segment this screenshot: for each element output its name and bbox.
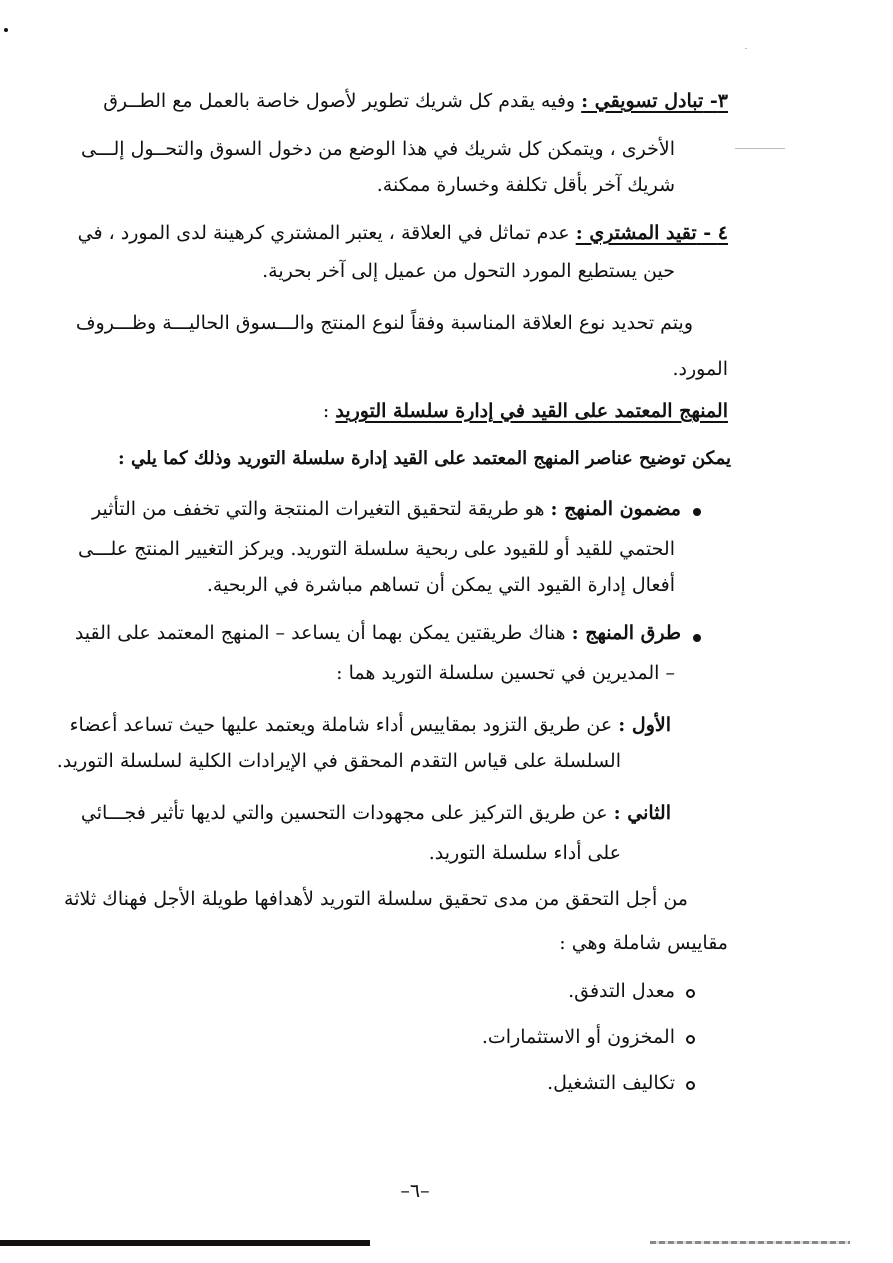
bullet-methods-line2: – المديرين في تحسين سلسلة التوريد هما : [336, 662, 675, 684]
second-method-line1 [80, 800, 671, 826]
section-heading [323, 398, 728, 424]
item4-line2: حين يستطيع المورد التحول من عميل إلى آخر بحرية. [262, 260, 675, 282]
first-method-label: الأول : [618, 714, 671, 736]
relation-line2: المورد. [672, 358, 728, 380]
relation-line1: ويتم تحديد نوع العلاقة المناسبة وفقاً لنوع المنتج والـــسوق الحاليـــة وظـــروف [75, 312, 693, 334]
bullet-content-line3: أفعال إدارة القيود التي يمكن أن تساهم مباشرة في الربحية. [206, 574, 675, 596]
ring-bullet-icon [686, 1035, 695, 1044]
page-number: –٦– [400, 1180, 430, 1202]
measures-intro-line1: من أجل التحقق من مدى تحقيق سلسلة التوريد لأهدافها طويلة الأجل فهناك ثلاثة [64, 888, 688, 910]
scan-speck [735, 148, 785, 149]
first-method-line1 [69, 712, 671, 738]
scan-speck [745, 48, 747, 49]
bullet-content-label: مضمون المنهج : [550, 498, 681, 520]
scan-edge-bar [0, 1240, 370, 1246]
item3-line3: شريك آخر بأقل تكلفة وخسارة ممكنة. [376, 174, 675, 196]
bullet-methods-label: طرق المنهج : [571, 622, 681, 644]
item4-title: تقيد المشتري : [575, 222, 697, 244]
item3-title: تبادل تسويقي : [581, 90, 704, 112]
measure-item: تكاليف التشغيل. [547, 1072, 675, 1094]
item3-line1-text: وفيه يقدم كل شريك تطوير لأصول خاصة بالعمل مع الطــرق [103, 90, 582, 112]
item4-line1-text: عدم تماثل في العلاقة ، يعتبر المشتري كرهينة لدى المورد ، في [77, 222, 576, 244]
second-method-line2: على أداء سلسلة التوريد. [428, 842, 621, 864]
measure-item: معدل التدفق. [568, 980, 675, 1002]
item3-line2: الأخرى ، ويتمكن كل شريك في هذا الوضع من دخول السوق والتحــول إلـــى [80, 138, 675, 160]
section-heading-title: المنهج المعتمد على القيد في إدارة سلسلة التوريد [335, 400, 728, 422]
first-method-text: عن طريق التزود بمقاييس أداء شاملة ويعتمد عليها حيث تساعد أعضاء [69, 714, 619, 736]
bullet-icon [693, 634, 701, 642]
ring-bullet-icon [686, 989, 695, 998]
first-method-line2: السلسلة على قياس التقدم المحقق في الإيرادات الكلية لسلسلة التوريد. [56, 750, 621, 772]
section-heading-suffix: : [322, 400, 336, 422]
item4-number: ٤ - [696, 222, 728, 244]
second-method-label: الثاني : [613, 802, 671, 824]
scan-speck [4, 28, 8, 32]
item3-line1 [103, 88, 728, 114]
bullet-content-line1 [91, 496, 681, 522]
bullet-content-text: هو طريقة لتحقيق التغيرات المنتجة والتي تخفف من التأثير [91, 498, 551, 520]
ring-bullet-icon [686, 1081, 695, 1090]
intro-sentence: يمكن توضيح عناصر المنهج المعتمد على القيد إدارة سلسلة التوريد وذلك كما يلي : [118, 448, 731, 469]
measures-intro-line2: مقاييس شاملة وهي : [559, 932, 728, 954]
bullet-content-line2: الحتمي للقيد أو للقيود على ربحية سلسلة التوريد. ويركز التغيير المنتج علـــى [77, 538, 675, 560]
bullet-icon [693, 508, 701, 516]
item4-line1 [77, 220, 728, 246]
bullet-methods-text: هناك طريقتين يمكن بهما أن يساعد – المنهج المعتمد على القيد [74, 622, 572, 644]
scan-edge-noise [650, 1241, 850, 1244]
measure-item: المخزون أو الاستثمارات. [481, 1026, 675, 1048]
item3-number: ٣- [703, 90, 728, 112]
bullet-methods-line1 [74, 620, 681, 646]
second-method-text: عن طريق التركيز على مجهودات التحسين والتي لديها تأثير فجـــائي [80, 802, 614, 824]
